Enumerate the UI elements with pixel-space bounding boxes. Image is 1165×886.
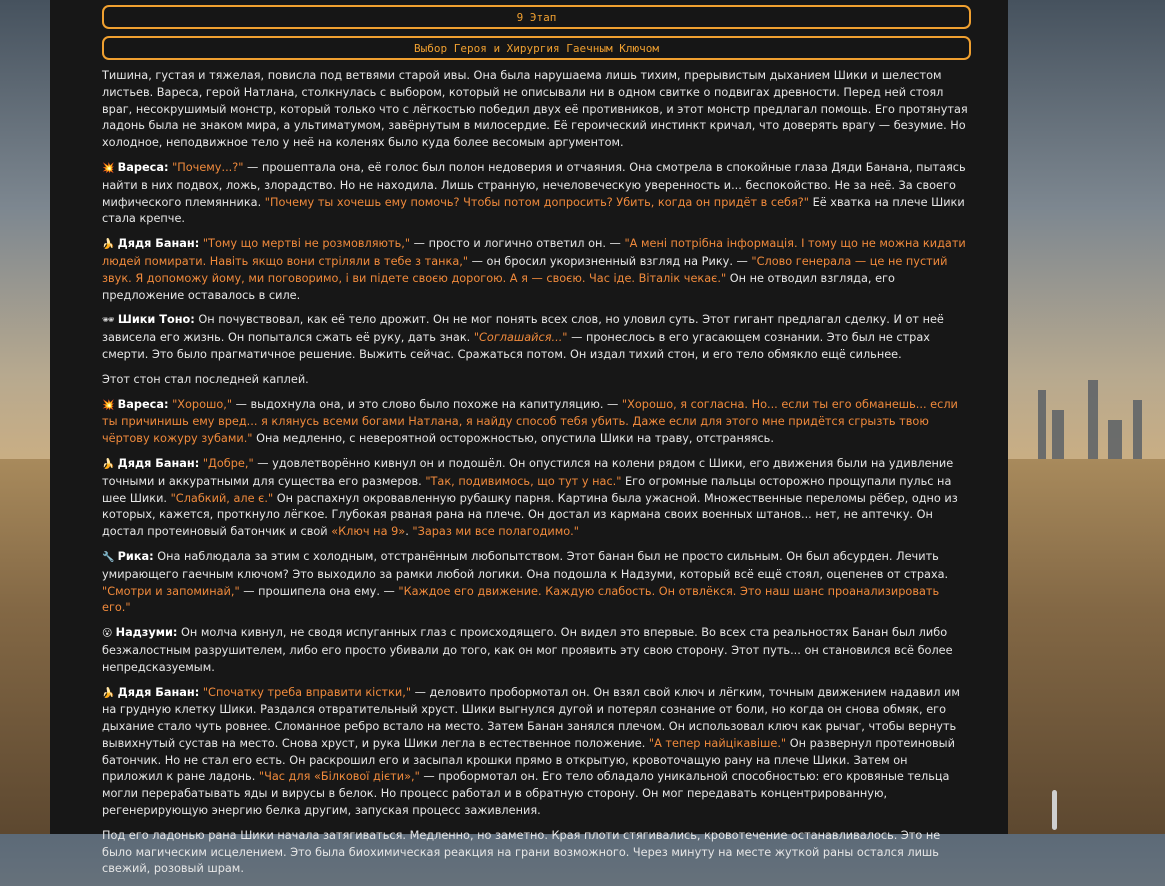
story-paragraph xyxy=(102,549,968,617)
dialogue-quote: "Соглашайся..." xyxy=(473,331,568,345)
narration-text: Он почувствовал, как её тело дрожит. Он не мог понять всех слов, но уловил суть. Этот гигант предлагал сделку. И от неё зависела его жизнь. Он попытался сжать её руку, дать знак. xyxy=(102,313,944,345)
speaker-name: Рика: xyxy=(117,549,154,563)
narration-text: Тишина, густая и тяжелая, повисла под ветвями старой ивы. Она была нарушаема лишь тихим, прерывистым дыханием Шики и шелестом листьев. Вареса, герой Натлана, столкнулась с выбором, который не описывали ни в одном свитке о подвигах древности. Перед ней стоял враг, несокрушимый монстр, который только что с лёгкостью победил двух её противников, и этот монстр предлагал помощь. Его протянутая ладонь была не знаком мира, а ультиматумом, завёрнутым в милосердие. Её героический инстинкт кричал, что доверять врагу — безумие. Но холодное, неподвижное тело у неё на коленях было куда более весомым аргументом. xyxy=(102,69,968,150)
story-paragraph xyxy=(102,456,968,541)
dialogue-quote: "Смотри и запоминай," xyxy=(102,584,240,598)
dialogue-quote: "Добре," xyxy=(202,456,254,470)
narration-text: Он молча кивнул, не сводя испуганных глаз с происходящего. Он видел это впервые. Во всех ста реальностях Банан был либо безжалостным разрушителем, либо его просто убивали до того, как он мог проявить эту свою сторону. Этот путь... он становился всё более непредсказуемым. xyxy=(102,626,953,674)
dialogue-quote: «Ключ на 9» xyxy=(331,525,406,539)
speaker-icon: 😮 xyxy=(102,628,116,640)
narration-text: Этот стон стал последней каплей. xyxy=(102,372,309,386)
story-text xyxy=(102,68,968,886)
dialogue-quote: "Почему ты хочешь ему помочь? Чтобы потом допросить? Убить, когда он придёт в себя?" xyxy=(264,195,809,209)
scrollbar[interactable] xyxy=(1052,0,1058,834)
narration-text: — пробормотал он. Его тело обладало уникальной способностью: его кровяные тельца могли перерабатывать яды и вирусы в белок. Но процесс работал и в обратную сторону. Он мог передавать концентрированную, регенерирующую энергию белка другим, запуская процесс заживления. xyxy=(102,770,950,818)
narration-text: Он развернул протеиновый батончик. Но не стал его есть. Он раскрошил его и засыпал крошки прямо в открытую, кровоточащую рану на плече Шики. Затем он приложил к ране ладонь. xyxy=(102,736,955,784)
story-paragraph xyxy=(102,372,968,389)
speaker-icon: 🍌 xyxy=(102,458,118,470)
dialogue-quote: "Слабкий, але є." xyxy=(170,491,274,505)
dialogue-quote: "Хорошо, я согласна. Но... если ты его обманешь... если ты причинишь ему вред... я клянусь всеми богами Натлана, я найду способ тебя убить. Даже если для этого мне придётся сгрызть твою чёртову кожуру зубами." xyxy=(102,397,958,446)
narration-text: Он не отводил взгляда, его предложение оставалось в силе. xyxy=(102,271,895,302)
story-paragraph xyxy=(102,625,968,676)
speaker-icon: 🔧 xyxy=(102,551,118,563)
speaker-name: Вареса: xyxy=(117,160,169,174)
speaker-name: Дядя Банан: xyxy=(117,685,200,699)
dialogue-quote: "Каждое его движение. Каждую слабость. Он отвлёкся. Это наш шанс проанализировать его." xyxy=(102,584,940,615)
narration-text: — он бросил укоризненный взгляд на Рику. — xyxy=(468,254,752,268)
story-panel xyxy=(50,0,1008,876)
dialogue-quote: "Так, подивимось, що тут у нас." xyxy=(425,474,622,488)
story-paragraph xyxy=(102,828,968,878)
speaker-icon: 🍌 xyxy=(102,687,118,699)
background-left xyxy=(0,0,50,834)
narration-text: Его огромные пальцы осторожно прощупали пульс на шее Шики. xyxy=(102,474,952,505)
dialogue-quote: "Час для «Білкової дієти»," xyxy=(258,770,420,784)
story-paragraph xyxy=(102,68,968,152)
narration-text: Её хватка на плече Шики стала крепче. xyxy=(102,195,965,226)
dialogue-quote: "Зараз ми все полагодимо." xyxy=(412,525,579,539)
speaker-icon: 💥 xyxy=(102,399,118,411)
scrollbar-thumb[interactable] xyxy=(1052,790,1057,830)
speaker-icon: 🍌 xyxy=(102,239,118,251)
dialogue-quote: "А тепер найцікавіше." xyxy=(648,736,787,750)
dialogue-quote: "Слово генерала — це не пустий звук. Я допоможу йому, ми поговоримо, і ви підете своєю дорогою. А я — своєю. Час іде. Віталік чекає." xyxy=(102,254,948,285)
narration-text: Она медленно, с невероятной осторожностью, опустила Шики на траву, отстраняясь. xyxy=(252,432,774,446)
narration-text: — пронеслось в его угасающем сознании. Это был не страх смерти. Это было прагматичное решение. Выжить сейчас. Сражаться потом. Он издал тихий стон, и его тело обмякло ещё сильнее. xyxy=(102,331,930,361)
narration-text: — просто и логично ответил он. — xyxy=(410,237,625,251)
story-paragraph xyxy=(102,685,968,820)
story-paragraph xyxy=(102,236,968,304)
speaker-name: Шики Тоно: xyxy=(117,313,195,327)
narration-text: Под его ладонью рана Шики начала затягиваться. Медленно, но заметно. Края плоти стягивались, кровотечение останавливалось. Это не было магическим исцелением. Это была биохимическая реакция на грани возможного. Через минуту на месте жуткой раны остался лишь свежий, розовый шрам. xyxy=(102,828,941,876)
narration-text: — выдохнула она, и это слово было похоже на капитуляцию. — xyxy=(232,397,622,411)
dialogue-quote: "Хорошо," xyxy=(172,397,233,411)
background-right xyxy=(1008,0,1165,834)
speaker-icon: 🕶 xyxy=(102,315,118,327)
narration-text: — удовлетворённо кивнул он и подошёл. Он опустился на колени рядом с Шики, его движения были на удивление точными и аккуратными для существа его размеров. xyxy=(102,456,954,488)
narration-text: — прошипела она ему. — xyxy=(239,584,399,598)
dialogue-quote: "Тому що мертві не розмовляють," xyxy=(202,237,411,251)
dialogue-quote: "Спочатку треба вправити кістки," xyxy=(202,685,412,699)
narration-text: . xyxy=(405,525,413,539)
stage-button[interactable]: 9 Этап xyxy=(102,5,971,29)
dialogue-quote: "Почему...?" xyxy=(172,160,244,174)
story-paragraph xyxy=(102,312,968,363)
speaker-icon: 💥 xyxy=(102,162,118,174)
chapter-title-button[interactable]: Выбор Героя и Хирургия Гаечным Ключом xyxy=(102,36,971,60)
narration-text: — прошептала она, её голос был полон недоверия и отчаяния. Она смотрела в спокойные глаза Дяди Банана, пытаясь найти в них подвох, ложь, злорадство. Но не находила. Лишь странную, нечеловеческую уверенность и... беспокойство. Не за неё. За своего мифического племянника. xyxy=(102,160,966,209)
speaker-name: Надзуми: xyxy=(115,626,178,640)
narration-text: — деловито пробормотал он. Он взял свой ключ и лёгким, точным движением надавил им на грудную клетку Шики. Раздался отвратительный хруст. Шики выгнулся дугой и потерял сознание от боли, но когда он снова обмяк, его дыхание стало чуть ровнее. Сломанное ребро встало на место. Затем Банан занялся плечом. Он использовал ключ как рычаг, чтобы вернуть вывихнутый сустав на место. Снова хруст, и рука Шики легла в естественное положение. xyxy=(102,685,960,750)
speaker-name: Дядя Банан: xyxy=(117,237,200,251)
story-paragraph xyxy=(102,160,968,228)
speaker-name: Дядя Банан: xyxy=(117,456,200,470)
speaker-name: Вареса: xyxy=(117,397,169,411)
narration-text: Он распахнул окровавленную рубашку парня. Картина была ужасной. Множественные переломы рёбер, одно из которых, кажется, проткнуло лёгкое. Глубокая рваная рана на плече. Он достал из кармана своих военных штанов... нет, не аптечку. Он достал протеиновый батончик и свой xyxy=(102,491,958,539)
story-paragraph xyxy=(102,397,968,448)
narration-text: Она наблюдала за этим с холодным, отстранённым любопытством. Этот банан был не просто сильным. Он был абсурден. Лечить умирающего гаечным ключом? Это выходило за рамки любой логики. Она подошла к Надзуми, который всё ещё стоял, оцепенев от страха. xyxy=(102,549,949,581)
dialogue-quote: "А мені потрібна інформація. І тому що не можна кидати людей помирати. Навіть якщо вони стріляли в тебе з танка," xyxy=(102,237,966,268)
